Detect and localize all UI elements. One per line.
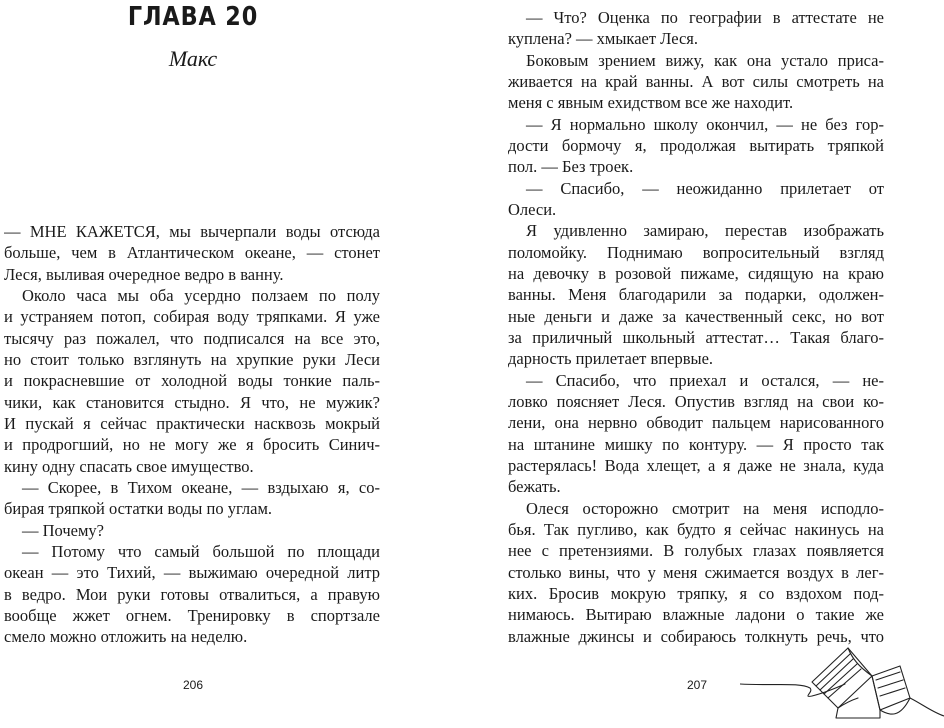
text-line: ные деньги и даже за качественный секс, но вот bbox=[508, 306, 884, 326]
text-line: кину одну спасать свое имущество. bbox=[4, 456, 254, 476]
text-line: — Спасибо, что приехал и остался, — не- bbox=[526, 370, 884, 390]
text-line: ванны. Меня благодарили за подарки, одолжен- bbox=[508, 285, 884, 305]
text-line: Олеся осторожно смотрит на меня исподло- bbox=[526, 498, 884, 518]
text-line: И пускай я сейчас практически насквозь мокрый bbox=[4, 413, 380, 433]
page-number-right: 207 bbox=[686, 678, 708, 692]
text-line: смело можно отложить на неделю. bbox=[4, 627, 248, 647]
text-line: — Почему? bbox=[22, 520, 105, 540]
chapter-subtitle: Макс bbox=[168, 46, 218, 71]
text-line: ловко поясняет Леся. Опустив взгляд на свои ко- bbox=[508, 391, 884, 411]
text-line: пол. — Без троек. bbox=[508, 157, 634, 177]
text-line: дарность прилетает впервые. bbox=[508, 349, 714, 369]
text-line: Леся, выливая очередное ведро в ванну. bbox=[4, 264, 284, 284]
text-line: меня с явным ехидством все же находит. bbox=[508, 93, 794, 113]
text-line: — Спасибо, — неожиданно прилетает от bbox=[526, 178, 884, 198]
text-line: больше, чем в Атлантическом океане, — стонет bbox=[4, 243, 380, 263]
text-line: нее с претензиями. В голубых глазах появляется bbox=[508, 541, 884, 561]
text-line: океан — это Тихий, — выжимаю очередной литр bbox=[4, 563, 380, 583]
text-line: бирая тряпкой остатки воды по углам. bbox=[4, 499, 273, 519]
text-line: — Скорее, в Тихом океане, — вздыхаю я, со- bbox=[22, 477, 380, 497]
text-line: бья. Так пугливо, как будто я сейчас накинусь на bbox=[508, 519, 884, 539]
text-line: за приличный школьный аттестат… Такая благо- bbox=[508, 327, 884, 347]
text-line: в ведро. Мои руки готовы отвалиться, а правую bbox=[4, 584, 380, 604]
left-page-text bbox=[4, 221, 380, 648]
text-line: чики, как становится стыдно. Я что, не мужик? bbox=[4, 392, 380, 412]
text-line: поломойку. Поднимаю вопросительный взгляд bbox=[508, 242, 884, 262]
open-book-icon bbox=[740, 638, 944, 728]
right-page bbox=[472, 0, 944, 728]
text-line: растерялась! Вода хлещет, а я даже не знала, куда bbox=[508, 455, 884, 475]
text-line: бежать. bbox=[508, 477, 561, 497]
text-line: влажные джинсы и собираюсь толкнуть речь, что bbox=[508, 626, 884, 646]
chapter-title: ГЛАВА 20 bbox=[127, 2, 259, 32]
text-line: нимаюсь. Вытираю влажные ладони о такие же bbox=[508, 605, 884, 625]
text-line: живается на край ванны. А вот силы смотреть на bbox=[508, 71, 884, 91]
page-number-left: 206 bbox=[182, 678, 204, 692]
text-line: Олеси. bbox=[508, 199, 557, 219]
text-line: и устраняем потоп, собирая воду тряпками. Я уже bbox=[4, 307, 380, 327]
text-line: и продрогший, но не могу же я бросить Синич- bbox=[4, 435, 380, 455]
text-line: ких. Бросив мокрую тряпку, я со вздохом под- bbox=[508, 583, 884, 603]
text-line: вообще жжет огнем. Тренировку в спортзале bbox=[4, 605, 380, 625]
text-line: но стоит только взглянуть на хрупкие руки Леси bbox=[4, 349, 380, 369]
text-line: и покрасневшие от холодной воды тонкие паль- bbox=[4, 371, 380, 391]
text-line: лени, она нервно обводит пальцем нарисованного bbox=[508, 413, 884, 433]
text-line: столько вины, что у меня сжимается воздух в лег- bbox=[508, 562, 884, 582]
text-line: — Потому что самый большой по площади bbox=[22, 541, 380, 561]
text-line: — МНЕ КАЖЕТСЯ, мы вычерпали воды отсюда bbox=[4, 222, 380, 241]
text-line: Боковым зрением вижу, как она устало приса- bbox=[526, 50, 884, 70]
text-line: куплена? — хмыкает Леся. bbox=[508, 29, 699, 49]
text-line: дости бормочу я, продолжая вытирать тряпкой bbox=[508, 135, 884, 155]
text-line: Около часа мы оба усердно ползаем по полу bbox=[22, 285, 380, 305]
text-line: — Что? Оценка по географии в аттестате не bbox=[526, 8, 884, 27]
text-line: — Я нормально школу окончил, — не без гор- bbox=[526, 114, 884, 134]
text-line: тысячу раз пожалел, что подписался на все это, bbox=[4, 328, 380, 348]
text-line: на штанине мишку по контуру. — Я просто так bbox=[508, 434, 884, 454]
text-line: на девочку в розовой пижаме, сидящую на краю bbox=[508, 263, 884, 283]
right-page-text bbox=[508, 7, 884, 647]
text-line: Я удивленно замираю, перестав изображать bbox=[526, 221, 884, 241]
